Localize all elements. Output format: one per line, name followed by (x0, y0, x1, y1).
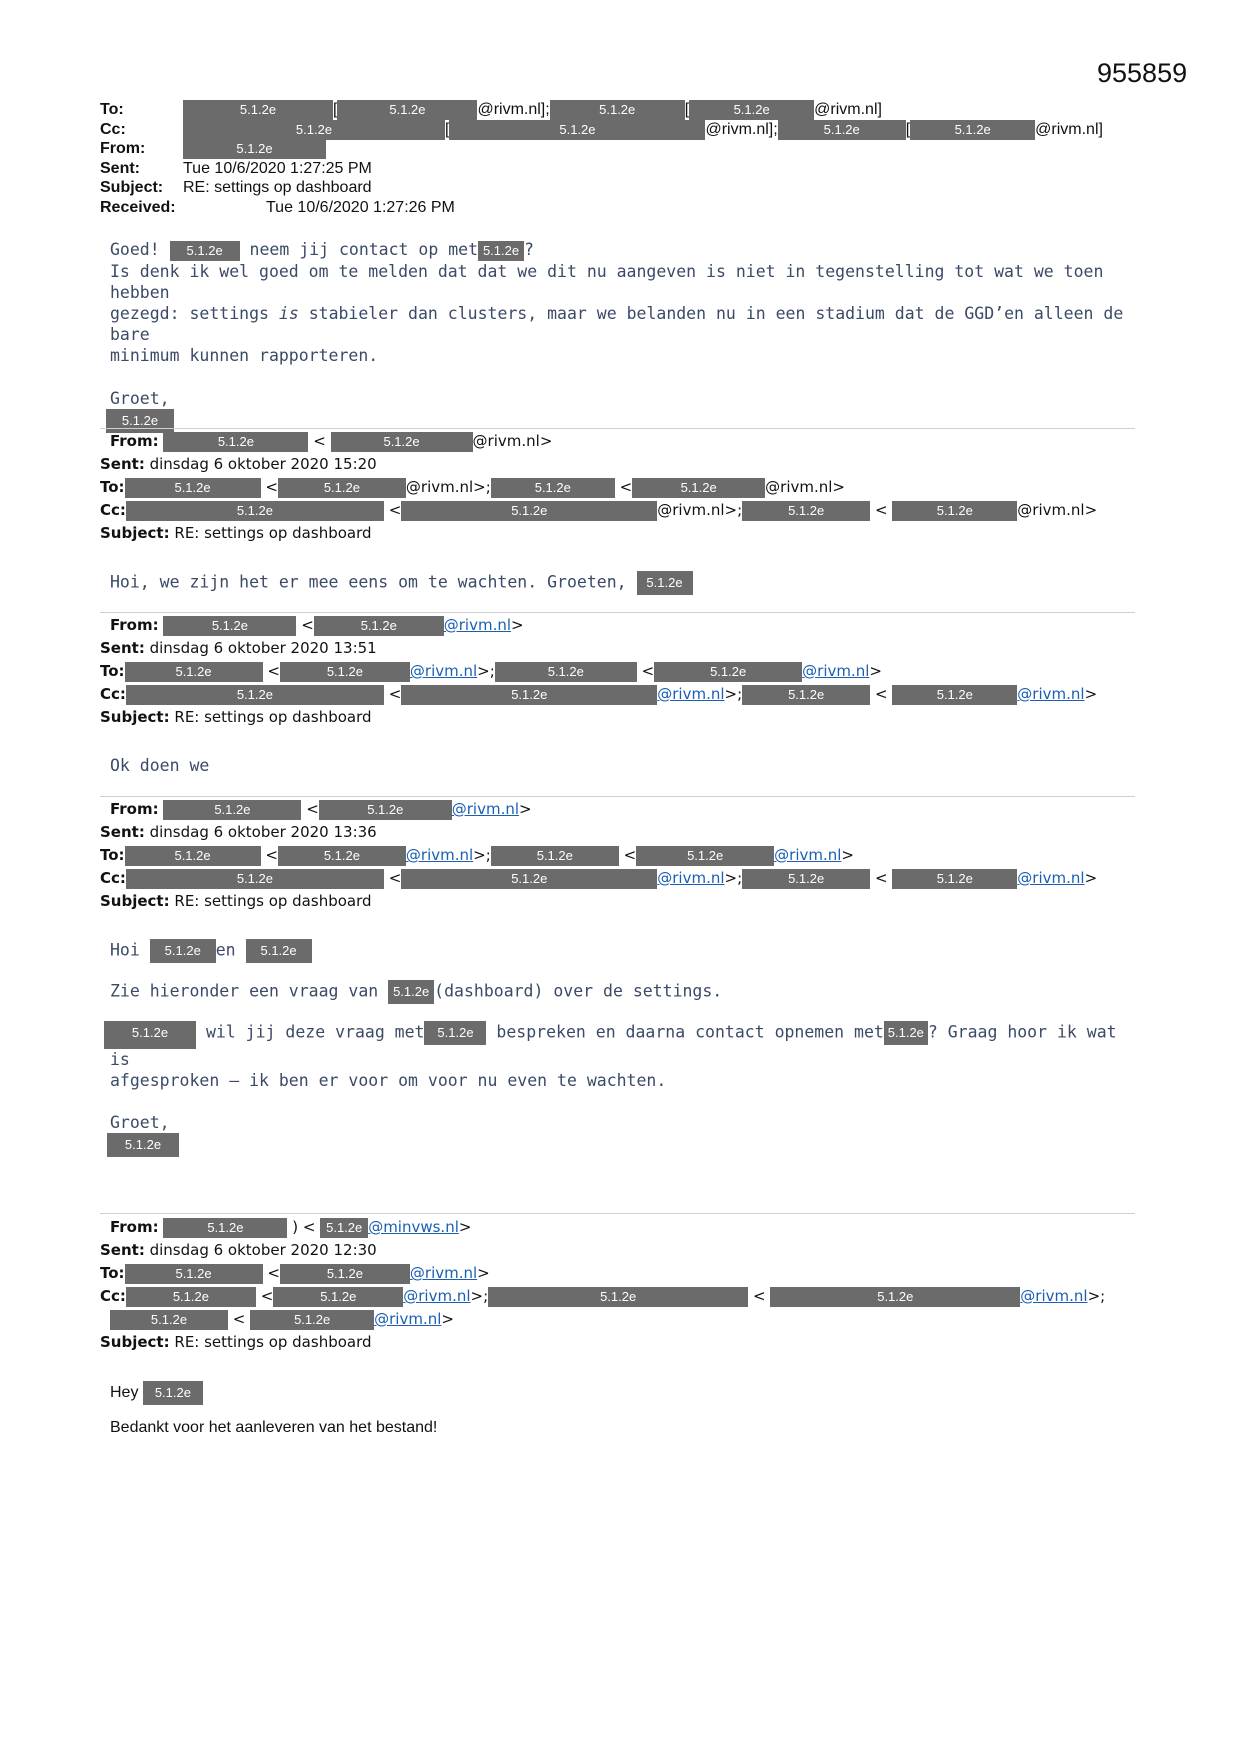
from-row (100, 614, 1135, 637)
redaction: 5.1.2e (778, 120, 906, 140)
cc-label: Cc: (100, 1287, 126, 1305)
redaction: 5.1.2e (104, 1021, 196, 1049)
cc-row (100, 499, 1135, 522)
email-link[interactable]: @rivm.nl (802, 662, 870, 680)
sent-row (100, 159, 1150, 179)
separator (100, 1213, 1135, 1214)
email-link[interactable]: @rivm.nl (409, 1264, 478, 1282)
text: Hey (110, 1384, 139, 1402)
redaction: 5.1.2e (331, 432, 473, 452)
redaction: 5.1.2e (637, 571, 693, 595)
email-link[interactable]: @rivm.nl (657, 869, 725, 887)
top-email-header (100, 100, 1150, 218)
separator (100, 428, 1135, 429)
cc-row (100, 120, 1150, 140)
text: < (265, 846, 278, 864)
redaction: 5.1.2e (488, 1287, 748, 1307)
to-row (100, 844, 1135, 867)
from-label: From: (110, 616, 159, 634)
redaction: 5.1.2e (250, 1310, 374, 1330)
message-line (110, 303, 1145, 345)
to-value (183, 100, 882, 120)
subject-value: RE: settings op dashboard (174, 524, 372, 542)
redaction: 5.1.2e (742, 869, 870, 889)
email-domain: @rivm.nl]; (705, 120, 778, 138)
text: Zie hieronder een vraag van (110, 981, 379, 1001)
message-1-body (100, 239, 1145, 433)
text: < (301, 616, 314, 634)
to-label: To: (100, 662, 125, 680)
redaction: 5.1.2e (401, 869, 657, 889)
text: < (388, 685, 402, 703)
from-value (183, 139, 326, 159)
text: < (306, 800, 319, 818)
message-line (110, 939, 1145, 963)
text: wil jij deze vraag met (205, 1022, 425, 1042)
to-row (100, 1262, 1135, 1285)
from-label: From: (110, 1218, 159, 1236)
message-line (110, 1021, 1145, 1070)
text: en (215, 940, 236, 960)
received-label: Received: (100, 198, 176, 216)
redaction: 5.1.2e (910, 120, 1035, 140)
text: < (874, 685, 888, 703)
cc-row (100, 1285, 1135, 1308)
text: > (477, 1264, 490, 1282)
redaction: 5.1.2e (320, 1218, 368, 1238)
text: >; (470, 1287, 489, 1305)
redaction: 5.1.2e (280, 662, 410, 682)
subject-row (100, 522, 1135, 545)
redaction: 5.1.2e (550, 100, 685, 120)
subject-label: Subject: (100, 708, 170, 726)
text: < (752, 1287, 766, 1305)
text: ) (292, 1218, 299, 1236)
redaction: 5.1.2e (183, 139, 326, 159)
redaction: 5.1.2e (654, 662, 802, 682)
redaction: 5.1.2e (125, 846, 261, 866)
text: < (623, 846, 637, 864)
subject-label: Subject: (100, 892, 170, 910)
cc-label: Cc: (100, 685, 126, 703)
redaction: 5.1.2e (126, 869, 384, 889)
redaction: 5.1.2e (892, 869, 1017, 889)
email-3-body (100, 755, 1145, 776)
received-value: Tue 10/6/2020 1:27:26 PM (266, 198, 455, 216)
signature (110, 1133, 1145, 1157)
redaction: 5.1.2e (126, 501, 384, 521)
sent-row (100, 637, 1135, 660)
cc-row (100, 867, 1135, 890)
bracket: [ (684, 101, 690, 119)
sent-row (100, 1239, 1135, 1262)
redaction: 5.1.2e (110, 1310, 228, 1330)
redaction: 5.1.2e (401, 685, 657, 705)
text: stabieler dan clusters, maar we belanden nu in een stadium dat de GGD’en alleen de bare (110, 303, 1124, 344)
email-link[interactable]: @rivm.nl (451, 800, 520, 818)
sent-value: dinsdag 6 oktober 2020 13:36 (149, 823, 377, 841)
text: < (302, 1218, 316, 1236)
sent-label: Sent: (100, 159, 140, 177)
sent-label: Sent: (100, 639, 145, 657)
text: < (260, 1287, 274, 1305)
redaction: 5.1.2e (143, 1381, 203, 1405)
from-row (100, 798, 1135, 821)
redaction: 5.1.2e (163, 1218, 287, 1238)
redaction: 5.1.2e (742, 685, 870, 705)
redaction: 5.1.2e (491, 478, 615, 498)
redaction: 5.1.2e (689, 100, 814, 120)
redaction: 5.1.2e (884, 1021, 928, 1045)
text: (dashboard) over de settings. (434, 981, 723, 1001)
email-link[interactable]: @rivm.nl (405, 846, 474, 864)
greeting: Groet, (110, 1113, 170, 1132)
text: < (641, 662, 655, 680)
text: > (1084, 685, 1098, 703)
message-line: Bedankt voor het aanleveren van het bestand! (110, 1419, 438, 1436)
sent-label: Sent: (100, 455, 145, 473)
redaction: 5.1.2e (106, 409, 174, 433)
redaction: 5.1.2e (183, 100, 333, 120)
email-domain: @rivm.nl>; (657, 501, 743, 519)
redaction: 5.1.2e (273, 1287, 403, 1307)
email-3-header (100, 614, 1135, 729)
email-link[interactable]: @rivm.nl (409, 662, 478, 680)
redaction: 5.1.2e (491, 846, 619, 866)
text: >; (724, 685, 743, 703)
redaction: 5.1.2e (163, 616, 296, 636)
text: < (874, 869, 888, 887)
redaction: 5.1.2e (478, 241, 524, 261)
text: neem jij contact op met (249, 240, 479, 259)
subject-label: Subject: (100, 179, 164, 197)
redaction: 5.1.2e (107, 1133, 179, 1157)
text: < (267, 1264, 280, 1282)
redaction: 5.1.2e (742, 501, 870, 521)
text: < (267, 662, 280, 680)
email-link[interactable]: @rivm.nl (374, 1310, 442, 1328)
text: is (278, 303, 299, 323)
message-line: afgesproken – ik ben er voor om voor nu even te wachten. (110, 1071, 667, 1090)
text: < (265, 478, 278, 496)
text: bespreken en daarna contact opnemen met (496, 1022, 884, 1042)
from-row (100, 1216, 1135, 1239)
text: > (511, 616, 524, 634)
email-domain: @rivm.nl>; (405, 478, 491, 496)
subject-row (100, 1331, 1135, 1354)
email-domain: @rivm.nl] (1035, 120, 1103, 138)
redaction: 5.1.2e (125, 1264, 263, 1284)
subject-label: Subject: (100, 524, 170, 542)
sent-value: dinsdag 6 oktober 2020 15:20 (149, 455, 377, 473)
redaction: 5.1.2e (636, 846, 774, 866)
separator (100, 796, 1135, 797)
bracket: [ (445, 120, 450, 138)
sent-value: Tue 10/6/2020 1:27:25 PM (183, 159, 372, 177)
to-label: To: (100, 478, 125, 496)
redaction: 5.1.2e (125, 662, 263, 682)
cc-row-continued (100, 1308, 1135, 1331)
subject-value: RE: settings op dashboard (174, 708, 372, 726)
subject-value: RE: settings op dashboard (183, 179, 372, 197)
sent-row (100, 453, 1135, 476)
message-line: Ok doen we (110, 756, 210, 775)
email-domain: @rivm.nl> (1017, 501, 1098, 519)
bracket: [ (905, 120, 911, 138)
to-row (100, 476, 1135, 499)
cc-value (183, 120, 1103, 140)
subject-label: Subject: (100, 1333, 170, 1351)
email-domain: @rivm.nl> (472, 432, 553, 450)
redaction: 5.1.2e (278, 478, 406, 498)
redaction: 5.1.2e (495, 662, 637, 682)
email-domain: @rivm.nl]; (477, 101, 550, 119)
email-link[interactable]: @rivm.nl (1017, 869, 1085, 887)
message-line (110, 239, 1145, 261)
subject-row (100, 178, 1150, 198)
email-2-body (100, 571, 1145, 595)
sent-value: dinsdag 6 oktober 2020 12:30 (149, 1241, 377, 1259)
from-row (100, 139, 1150, 159)
text: < (388, 869, 402, 887)
subject-row (100, 890, 1135, 913)
text: >; (477, 662, 495, 680)
text: < (313, 432, 326, 450)
text: < (874, 501, 888, 519)
redaction: 5.1.2e (126, 1287, 256, 1307)
to-row (100, 660, 1135, 683)
from-row (100, 430, 1135, 453)
redaction: 5.1.2e (280, 1264, 410, 1284)
cc-label: Cc: (100, 869, 126, 887)
redaction: 5.1.2e (892, 501, 1017, 521)
text: > (458, 1218, 472, 1236)
text: > (441, 1310, 454, 1328)
redaction: 5.1.2e (319, 800, 452, 820)
redaction: 5.1.2e (150, 939, 216, 963)
subject-value: RE: settings op dashboard (174, 892, 372, 910)
greeting: Groet, (110, 388, 170, 408)
redaction: 5.1.2e (770, 1287, 1020, 1307)
to-label: To: (100, 846, 125, 864)
message-line: minimum kunnen rapporteren. (110, 345, 379, 365)
email-link[interactable]: @rivm.nl (443, 616, 512, 634)
text: >; (473, 846, 491, 864)
text: > (841, 846, 854, 864)
subject-value: RE: settings op dashboard (174, 1333, 372, 1351)
cc-row (100, 683, 1135, 706)
redaction: 5.1.2e (337, 100, 477, 120)
redaction: 5.1.2e (892, 685, 1017, 705)
email-domain: @rivm.nl> (765, 478, 845, 496)
redaction: 5.1.2e (125, 478, 261, 498)
redaction: 5.1.2e (183, 120, 445, 140)
text: Goed! (110, 240, 160, 259)
redaction: 5.1.2e (388, 980, 434, 1004)
text: < (619, 478, 633, 496)
email-link[interactable]: @rivm.nl (1020, 1287, 1088, 1305)
redaction: 5.1.2e (424, 1021, 486, 1045)
cc-label: Cc: (100, 501, 126, 519)
redaction: 5.1.2e (246, 939, 312, 963)
text: < (388, 501, 402, 519)
email-5-header (100, 1216, 1135, 1354)
separator (100, 612, 1135, 613)
email-5-body (100, 1381, 1145, 1437)
from-label: From: (110, 432, 159, 450)
text: >; (1087, 1287, 1106, 1305)
email-4-header (100, 798, 1135, 913)
subject-row (100, 706, 1135, 729)
email-domain: @rivm.nl] (814, 101, 882, 119)
email-link[interactable]: @rivm.nl (657, 685, 725, 703)
cc-label: Cc: (100, 120, 126, 138)
redaction: 5.1.2e (314, 616, 444, 636)
text: > (1084, 869, 1098, 887)
from-label: From: (100, 140, 146, 158)
redaction: 5.1.2e (632, 478, 765, 498)
redaction: 5.1.2e (163, 800, 301, 820)
redaction: 5.1.2e (126, 685, 384, 705)
sent-label: Sent: (100, 823, 145, 841)
received-row (100, 198, 1150, 218)
text: gezegd: settings (110, 303, 279, 323)
from-label: From: (110, 800, 159, 818)
redaction: 5.1.2e (449, 120, 705, 140)
to-label: To: (100, 1264, 125, 1282)
text: > (519, 800, 532, 818)
text: Hoi (110, 940, 140, 960)
email-4-body (100, 939, 1145, 1157)
sent-row (100, 821, 1135, 844)
message-line (110, 1381, 1145, 1405)
text: Hoi, we zijn het er mee eens om te wachten. Groeten, (110, 572, 627, 592)
text: < (232, 1310, 246, 1328)
email-link[interactable]: @minvws.nl (368, 1218, 459, 1236)
to-row (100, 100, 1150, 120)
redaction: 5.1.2e (170, 241, 240, 261)
to-label: To: (100, 101, 124, 118)
redaction: 5.1.2e (163, 432, 308, 452)
message-line (110, 980, 1145, 1004)
sent-label: Sent: (100, 1241, 145, 1259)
page-number: 955859 (1097, 58, 1188, 88)
email-link[interactable]: @rivm.nl (1017, 685, 1085, 703)
bracket: [ (333, 101, 338, 119)
text: > (869, 662, 882, 680)
email-link[interactable]: @rivm.nl (403, 1287, 471, 1305)
redaction: 5.1.2e (278, 846, 406, 866)
redaction: 5.1.2e (401, 501, 657, 521)
message-line (110, 571, 1145, 595)
sent-value: dinsdag 6 oktober 2020 13:51 (149, 639, 377, 657)
email-2-header (100, 430, 1135, 545)
email-link[interactable]: @rivm.nl (774, 846, 842, 864)
text: ? (524, 240, 534, 259)
message-line: Is denk ik wel goed om te melden dat dat we dit nu aangeven is niet in tegenstelling tot wat we toen hebben (110, 261, 1104, 302)
text: >; (724, 869, 743, 887)
text: ? Graag hoor ik wat is (110, 1022, 1117, 1069)
